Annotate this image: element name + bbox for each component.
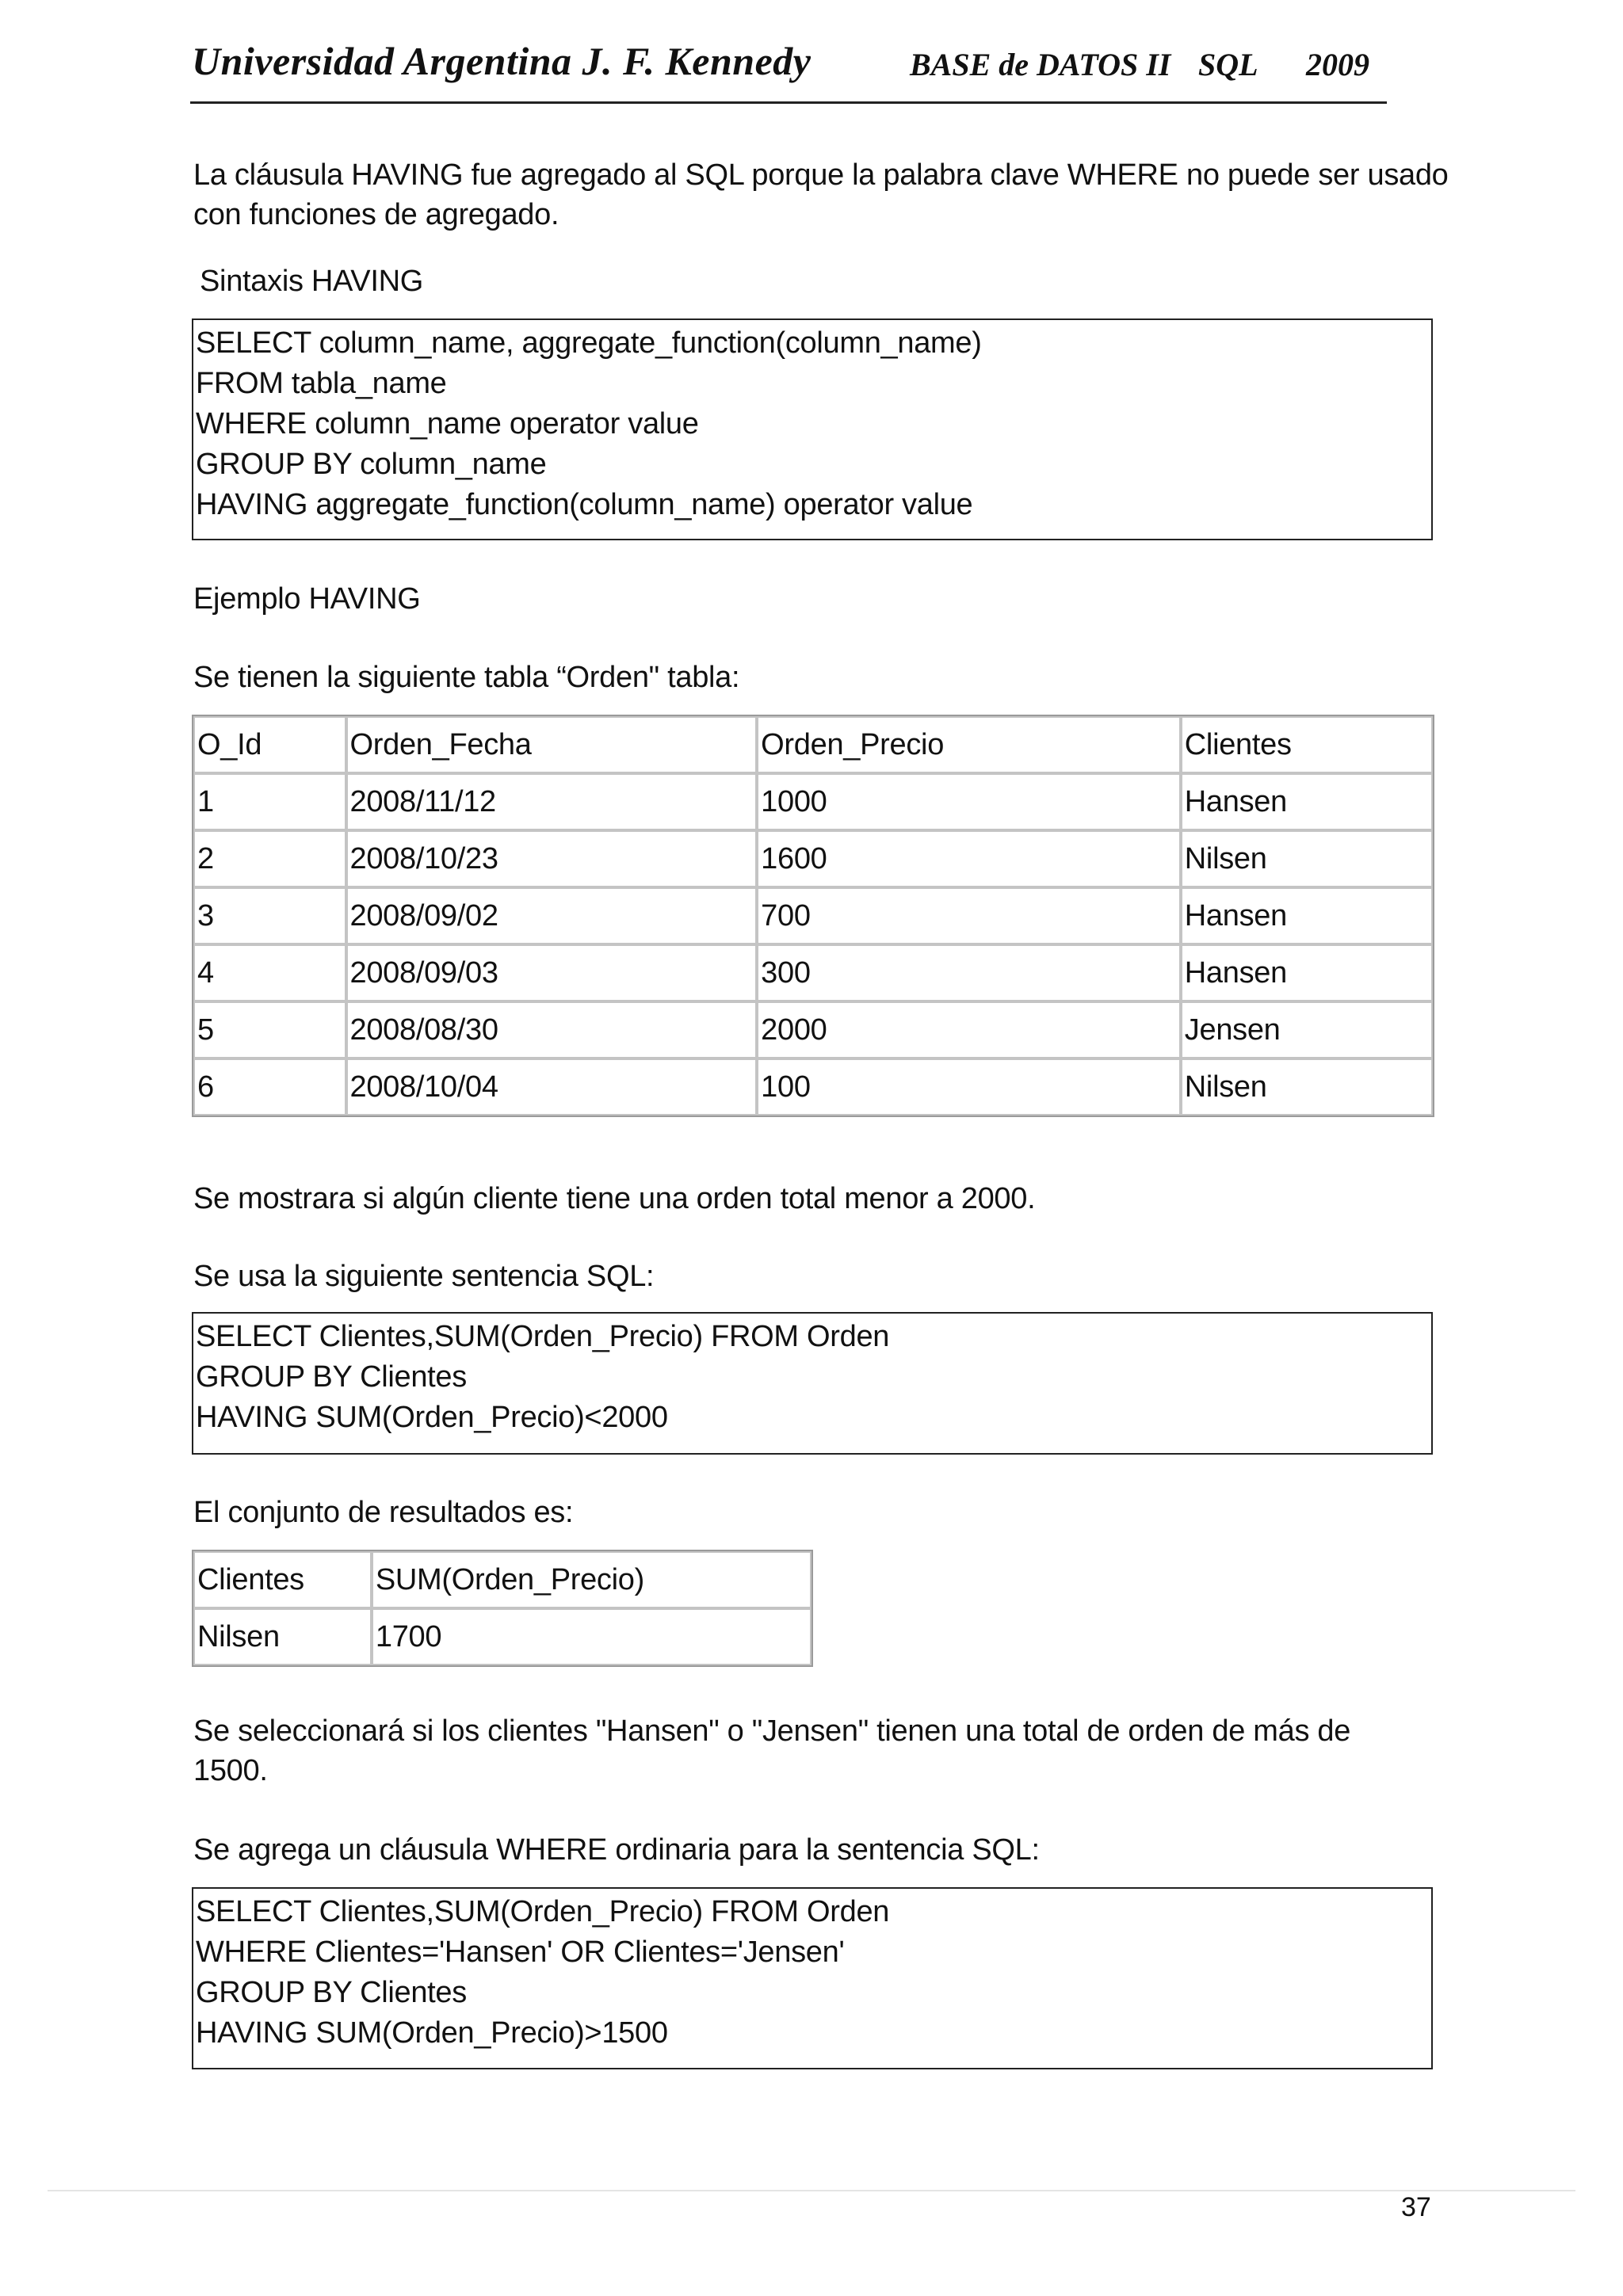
cell-orden-precio: 1000 [757,773,1181,830]
column-header: SUM(Orden_Precio) [372,1551,812,1608]
code-line: SELECT Clientes,SUM(Orden_Precio) FROM Orden [196,1895,890,1928]
table-header-row [193,1551,812,1608]
code-line: GROUP BY Clientes [196,1976,467,2009]
table-header-row [193,716,1433,773]
cell-orden-precio: 2000 [757,1001,1181,1058]
cell-o-id: 1 [193,773,346,830]
query2-intro: Se agrega un cláusula WHERE ordinaria para la sentencia SQL: [193,1833,1040,1867]
cell-clientes: Nilsen [1181,830,1433,887]
column-header: Orden_Fecha [346,716,758,773]
cell-orden-fecha: 2008/09/02 [346,887,758,944]
column-header: Clientes [1181,716,1433,773]
cell-orden-fecha: 2008/09/03 [346,944,758,1001]
query1-description: Se mostrara si algún cliente tiene una orden total menor a 2000. [193,1182,1036,1215]
cell-o-id: 2 [193,830,346,887]
query2-code-box [192,1887,1433,2069]
code-line: HAVING SUM(Orden_Precio)>1500 [196,2016,668,2050]
course-topic: SQL [1198,47,1258,82]
table-row [193,1001,1433,1058]
table-row [193,1608,812,1665]
table-row [193,773,1433,830]
cell-o-id: 3 [193,887,346,944]
cell-orden-fecha: 2008/08/30 [346,1001,758,1058]
intro-line-2: con funciones de agregado. [193,198,559,231]
table-row [193,830,1433,887]
cell-orden-fecha: 2008/10/04 [346,1058,758,1116]
column-header: Orden_Precio [757,716,1181,773]
cell-o-id: 4 [193,944,346,1001]
cell-orden-fecha: 2008/11/12 [346,773,758,830]
code-line: GROUP BY column_name [196,448,547,481]
example-heading: Ejemplo HAVING [193,582,421,616]
cell-orden-precio: 700 [757,887,1181,944]
column-header: Clientes [193,1551,372,1608]
cell-o-id: 6 [193,1058,346,1116]
cell-clientes: Hansen [1181,773,1433,830]
orders-table [192,715,1434,1117]
code-line: FROM tabla_name [196,367,447,400]
page-number: 37 [1401,2192,1431,2222]
course-name: BASE de DATOS II [910,47,1171,82]
intro-line-1: La cláusula HAVING fue agregado al SQL porque la palabra clave WHERE no puede ser usado [193,158,1449,192]
cell-sum: 1700 [372,1608,812,1665]
code-line: WHERE Clientes='Hansen' OR Clientes='Jensen' [196,1936,845,1969]
table-row [193,1058,1433,1116]
table-row [193,944,1433,1001]
query2-description-line-1: Se seleccionará si los clientes "Hansen" o "Jensen" tienen una total de orden de más de [193,1714,1351,1748]
code-line: SELECT Clientes,SUM(Orden_Precio) FROM Orden [196,1320,890,1353]
cell-clientes: Nilsen [1181,1058,1433,1116]
page-header [190,33,1387,103]
query1-intro: Se usa la siguiente sentencia SQL: [193,1260,655,1293]
cell-o-id: 5 [193,1001,346,1058]
code-line: HAVING aggregate_function(column_name) operator value [196,488,973,521]
query1-code-box [192,1312,1433,1455]
course-year: 2009 [1306,47,1369,82]
code-line: GROUP BY Clientes [196,1360,467,1394]
column-header: O_Id [193,716,346,773]
syntax-heading: Sintaxis HAVING [200,265,423,298]
university-name: Universidad Argentina J. F. Kennedy [192,39,812,83]
table-intro: Se tienen la siguiente tabla “Orden" tabla: [193,661,740,694]
header-rule [190,101,1387,104]
syntax-code-box [192,318,1433,540]
cell-clientes: Jensen [1181,1001,1433,1058]
result-intro: El conjunto de resultados es: [193,1496,574,1529]
code-line: HAVING SUM(Orden_Precio)<2000 [196,1401,668,1434]
code-line: WHERE column_name operator value [196,407,699,441]
result-table [192,1550,813,1667]
cell-clientes: Nilsen [193,1608,372,1665]
cell-clientes: Hansen [1181,944,1433,1001]
cell-orden-precio: 300 [757,944,1181,1001]
query2-description-line-2: 1500. [193,1754,268,1787]
cell-clientes: Hansen [1181,887,1433,944]
code-line: SELECT column_name, aggregate_function(column_name) [196,326,982,360]
cell-orden-fecha: 2008/10/23 [346,830,758,887]
footer-rule [48,2190,1575,2191]
cell-orden-precio: 1600 [757,830,1181,887]
cell-orden-precio: 100 [757,1058,1181,1116]
table-row [193,887,1433,944]
